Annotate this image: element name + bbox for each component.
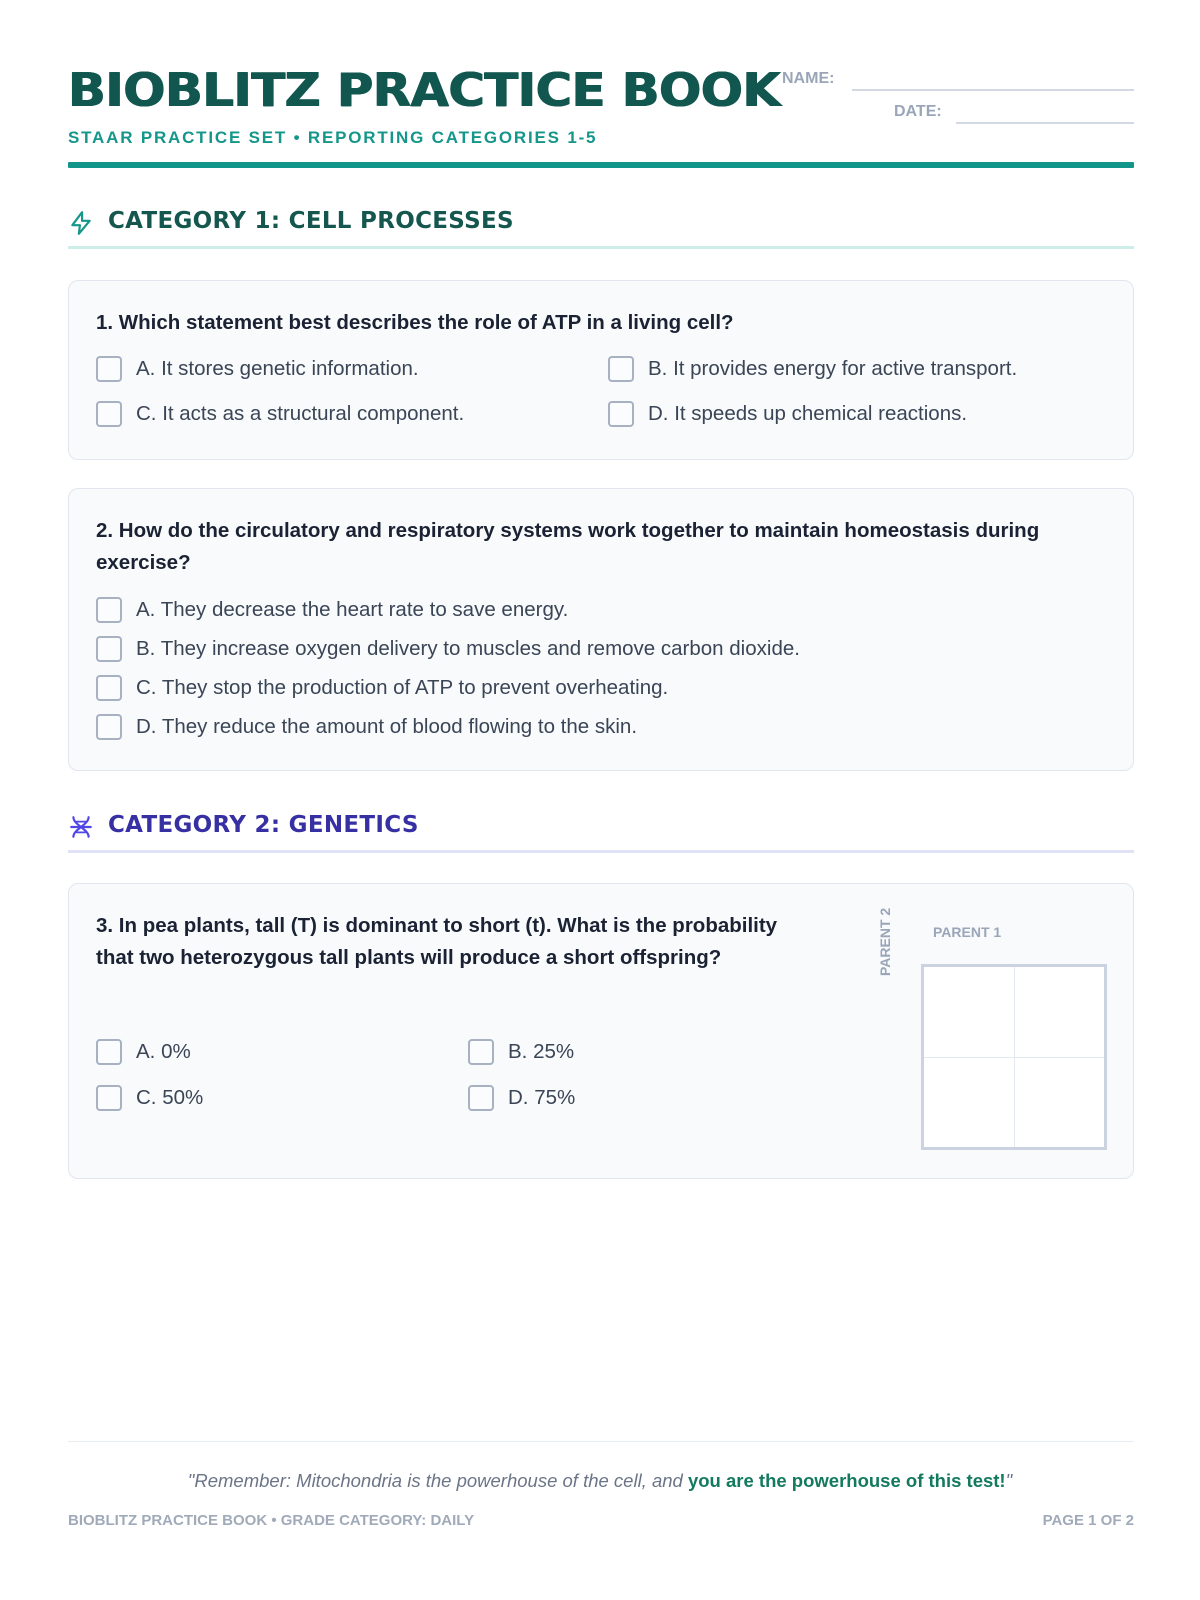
punnett-grid-line — [924, 1057, 1104, 1058]
checkbox[interactable] — [96, 636, 122, 662]
section-header-category-1 — [68, 206, 1134, 246]
option-label: D. 75% — [508, 1086, 576, 1109]
question-card-1 — [68, 280, 1134, 460]
question-text: 3. In pea plants, tall (T) is dominant to short (t). What is the probability that two heterozygous tall plants will produce a short offspring? — [96, 914, 778, 969]
option-label: B. 25% — [508, 1040, 575, 1063]
punnett-parent-2-label: PARENT 2 — [877, 907, 893, 976]
quote-open-mark: " — [187, 1470, 195, 1491]
checkbox[interactable] — [96, 1039, 122, 1065]
question-card-2 — [68, 488, 1134, 771]
section-divider — [68, 246, 1134, 249]
lightning-bolt-icon — [68, 210, 94, 236]
punnett-square[interactable] — [921, 964, 1107, 1150]
checkbox[interactable] — [96, 597, 122, 623]
checkbox[interactable] — [96, 356, 122, 382]
footer-divider — [68, 1441, 1134, 1442]
checkbox[interactable] — [96, 401, 122, 427]
section-title: CATEGORY 2: GENETICS — [108, 812, 419, 838]
option-label: C. It acts as a structural component. — [136, 402, 465, 425]
option-label: B. They increase oxygen delivery to muscles and remove carbon dioxide. — [136, 637, 800, 660]
option-label: C. They stop the production of ATP to prevent overheating. — [136, 676, 669, 699]
quote-close-mark: " — [1005, 1470, 1013, 1491]
page-title: BIOBLITZ PRACTICE BOOK — [68, 63, 781, 117]
name-label: NAME: — [782, 70, 835, 87]
checkbox[interactable] — [468, 1039, 494, 1065]
dna-icon — [68, 814, 94, 840]
option-label: A. It stores genetic information. — [136, 357, 419, 380]
question-text: 2. How do the circulatory and respiratory systems work together to maintain homeostasis during exercise? — [96, 519, 1040, 574]
checkbox[interactable] — [96, 675, 122, 701]
checkbox[interactable] — [608, 401, 634, 427]
footer-book-info: BIOBLITZ PRACTICE BOOK • GRADE CATEGORY: DAILY — [68, 1512, 475, 1529]
date-field[interactable] — [956, 122, 1134, 124]
page-number: PAGE 1 OF 2 — [1042, 1512, 1134, 1529]
question-card-3 — [68, 883, 1134, 1179]
option-label: D. They reduce the amount of blood flowing to the skin. — [136, 715, 638, 738]
checkbox[interactable] — [96, 714, 122, 740]
name-field[interactable] — [852, 89, 1134, 91]
section-divider — [68, 850, 1134, 853]
date-label: DATE: — [894, 103, 942, 120]
punnett-parent-1-label: PARENT 1 — [933, 924, 1002, 940]
section-header-category-2 — [68, 810, 1134, 850]
checkbox[interactable] — [96, 1085, 122, 1111]
question-text: 1. Which statement best describes the role of ATP in a living cell? — [96, 311, 734, 334]
option-label: D. It speeds up chemical reactions. — [648, 402, 968, 425]
checkbox[interactable] — [608, 356, 634, 382]
header-divider — [68, 162, 1134, 168]
option-label: C. 50% — [136, 1086, 204, 1109]
quote-emphasis: you are the powerhouse of this test! — [687, 1470, 1006, 1491]
quote-text: Remember: Mitochondria is the powerhouse of the cell, and — [194, 1470, 683, 1491]
option-label: B. It provides energy for active transport. — [648, 357, 1018, 380]
section-title: CATEGORY 1: CELL PROCESSES — [108, 208, 514, 234]
option-label: A. They decrease the heart rate to save energy. — [136, 598, 569, 621]
option-label: A. 0% — [136, 1040, 191, 1063]
page-subtitle: STAAR PRACTICE SET • REPORTING CATEGORIES 1-5 — [68, 128, 598, 147]
motivational-quote — [0, 1470, 1200, 1492]
checkbox[interactable] — [468, 1085, 494, 1111]
